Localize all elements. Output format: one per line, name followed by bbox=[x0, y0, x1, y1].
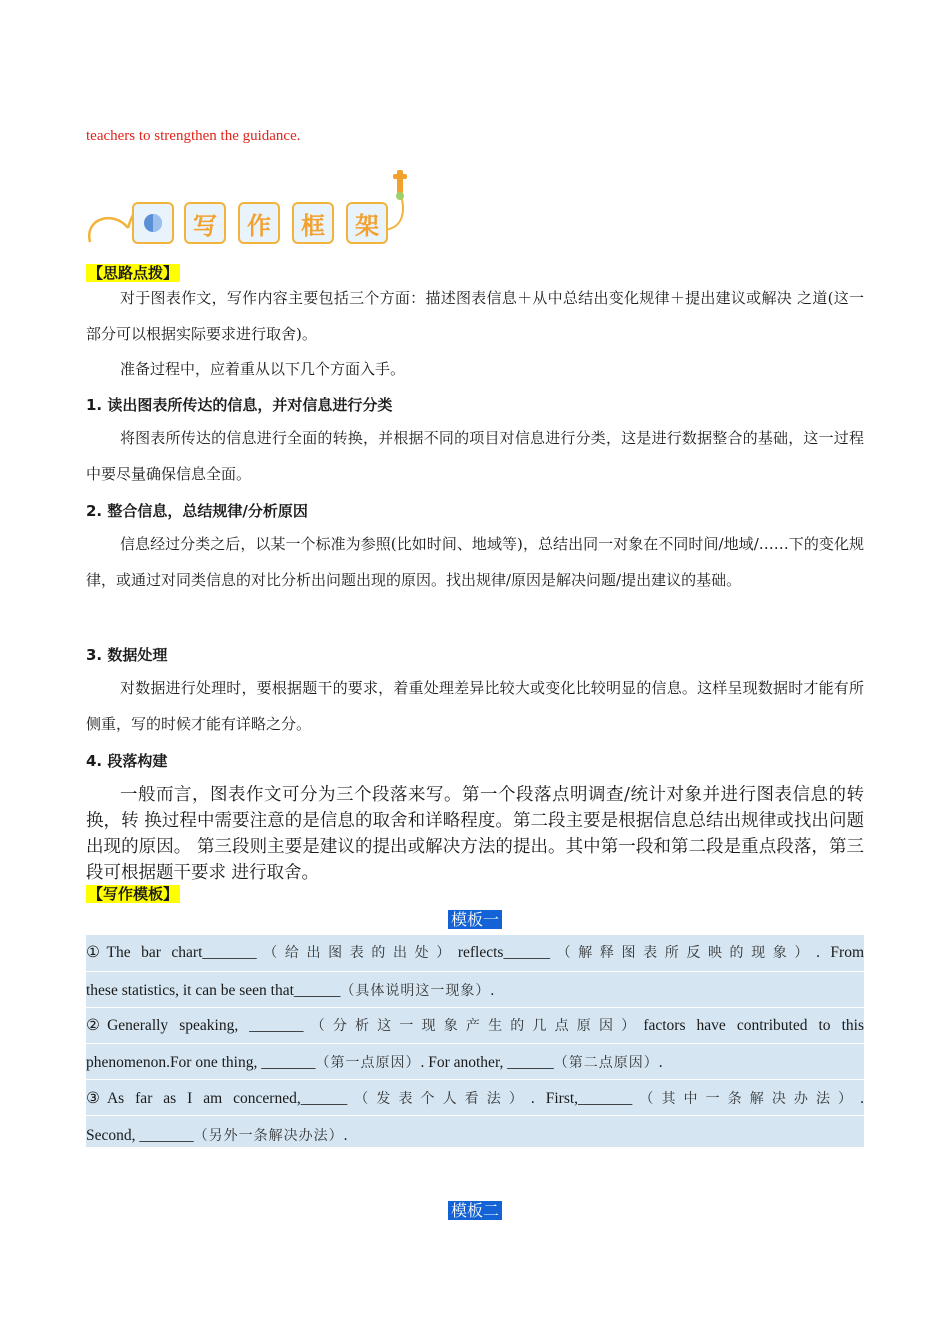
item-2-body: 信息经过分类之后，以某一个标准为参照(比如时间、地域等)，总结出同一对象在不同时间/地域/……下的变化规律，或通过对同类信息的对比分析出问题出现的原因。找出规律/原因是解决问题/提出建议的基础。 bbox=[86, 535, 864, 589]
item-1-body: 将图表所传达的信息进行全面的转换，并根据不同的项目对信息进行分类，这是进行数据整合的基础，这一过程中要尽量确保信息全面。 bbox=[86, 429, 864, 483]
banner-char-4: 架 bbox=[346, 202, 388, 244]
item-4-body: 一般而言，图表作文可分为三个段落来写。第一个段落点明调查/统计对象并进行图表信息的转换，转 换过程中需要注意的是信息的取舍和详略程度。第二段主要是根据信息总结出规律或找出问题出现的原因。 第三段则主要是建议的提出或解决方法的提出。其中第一段和第二段是重点段落，第三段可根据题干要求 进行取舍。 bbox=[86, 785, 864, 883]
item-3-heading: 3. 数据处理 bbox=[86, 646, 168, 664]
carryover-sentence: teachers to strengthen the guidance. bbox=[86, 128, 301, 144]
item-1-heading: 1. 读出图表所传达的信息，并对信息进行分类 bbox=[86, 396, 393, 414]
template-1-title: 模板一 bbox=[448, 910, 502, 929]
template-2-title: 模板二 bbox=[448, 1201, 502, 1220]
template-1-line-4: phenomenon.For one thing, _______（第一点原因）. For another, ______（第二点原因）. bbox=[86, 1054, 663, 1071]
item-2-heading: 2. 整合信息，总结规律/分析原因 bbox=[86, 502, 308, 520]
item-4-heading: 4. 段落构建 bbox=[86, 752, 168, 770]
template-1-line-6: Second, _______（另外一条解决办法）. bbox=[86, 1127, 348, 1144]
template-2-title-wrap bbox=[0, 1198, 950, 1221]
banner-badge-icon bbox=[132, 202, 174, 244]
template-1-box bbox=[86, 935, 864, 1147]
writing-framework-banner bbox=[84, 170, 424, 252]
section-template-label: 【写作模板】 bbox=[88, 885, 179, 903]
template-1-line-1: ①The bar chart_______（给出图表的出处）reflects______（解释图表所反映的现象）. From bbox=[86, 944, 865, 961]
banner-char-3: 框 bbox=[292, 202, 334, 244]
template-1-line-3: ②Generally speaking, _______（分析这一现象产生的几点原因）factors have contributed to this bbox=[86, 1017, 865, 1034]
item-3-body: 对数据进行处理时，要根据题干的要求，着重处理差异比较大或变化比较明显的信息。这样呈现数据时才能有所侧重，写的时候才能有详略之分。 bbox=[86, 679, 864, 733]
template-1-line-2: these statistics, it can be seen that______（具体说明这一现象）. bbox=[86, 982, 495, 999]
banner-char-1: 写 bbox=[184, 202, 226, 244]
template-1-title-wrap bbox=[0, 907, 950, 930]
template-1-line-5: ③As far as I am concerned,______（发表个人看法）. First,_______（其中一条解决办法）. bbox=[86, 1090, 865, 1107]
section-tip-label: 【思路点拨】 bbox=[88, 264, 179, 282]
intro-paragraph-2: 准备过程中，应着重从以下几个方面入手。 bbox=[120, 360, 406, 378]
intro-paragraph-1: 对于图表作文，写作内容主要包括三个方面：描述图表信息＋从中总结出变化规律＋提出建议或解决 之道(这一部分可以根据实际要求进行取舍)。 bbox=[86, 289, 864, 343]
banner-char-2: 作 bbox=[238, 202, 280, 244]
